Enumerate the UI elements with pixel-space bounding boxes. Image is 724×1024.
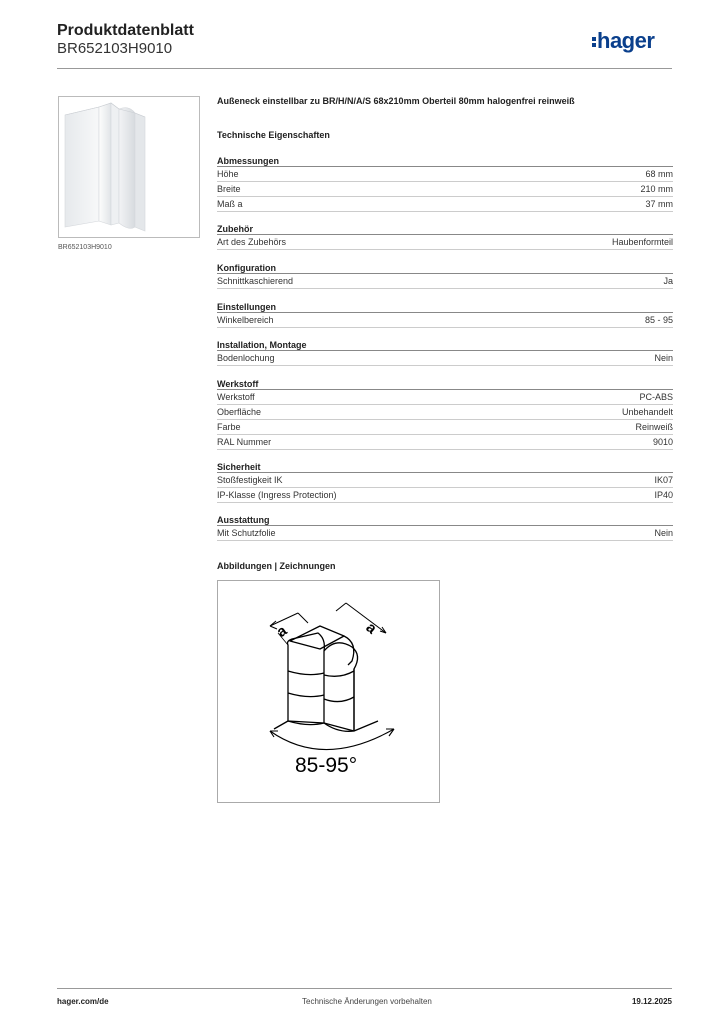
row-label: RAL Nummer bbox=[217, 437, 272, 447]
row-value: Unbehandelt bbox=[621, 407, 673, 417]
table-row bbox=[217, 420, 673, 435]
table-row bbox=[217, 235, 673, 250]
row-label: Werkstoff bbox=[217, 392, 255, 402]
table-row bbox=[217, 197, 673, 212]
product-description: Außeneck einstellbar zu BR/H/N/A/S 68x210mm Oberteil 80mm halogenfrei reinweiß bbox=[217, 96, 575, 106]
row-value: 68 mm bbox=[645, 169, 673, 179]
table-row bbox=[217, 526, 673, 541]
header-divider bbox=[57, 68, 672, 69]
footer-date: 19.12.2025 bbox=[631, 997, 672, 1006]
table-row bbox=[217, 488, 673, 503]
drawings-heading: Abbildungen | Zeichnungen bbox=[217, 561, 336, 571]
row-label: IP-Klasse (Ingress Protection) bbox=[217, 490, 337, 500]
row-label: Höhe bbox=[217, 169, 239, 179]
row-label: Farbe bbox=[217, 422, 241, 432]
technical-drawing bbox=[217, 580, 440, 803]
technical-properties-heading: Technische Eigenschaften bbox=[217, 130, 330, 140]
table-row bbox=[217, 405, 673, 420]
table-row bbox=[217, 167, 673, 182]
angle-range-label: 85-95° bbox=[295, 754, 358, 777]
footer-notice: Technische Änderungen vorbehalten bbox=[302, 997, 432, 1006]
row-label: Bodenlochung bbox=[217, 353, 275, 363]
section-werkstoff bbox=[217, 378, 673, 450]
row-value: Nein bbox=[654, 353, 673, 363]
row-value: IP40 bbox=[654, 490, 673, 500]
table-row bbox=[217, 351, 673, 366]
table-row bbox=[217, 274, 673, 289]
logo-dots-icon bbox=[592, 35, 596, 49]
table-row bbox=[217, 182, 673, 197]
section-title: Ausstattung bbox=[217, 514, 673, 526]
section-zubehoer bbox=[217, 223, 673, 250]
row-label: Breite bbox=[217, 184, 241, 194]
row-value: 9010 bbox=[652, 437, 673, 447]
table-row bbox=[217, 313, 673, 328]
logo-text: hager bbox=[597, 28, 655, 53]
section-title: Installation, Montage bbox=[217, 339, 673, 351]
dimension-a-left: a bbox=[273, 622, 291, 641]
row-label: Schnittkaschierend bbox=[217, 276, 294, 286]
table-row bbox=[217, 390, 673, 405]
article-number: BR652103H9010 bbox=[57, 40, 173, 57]
dimension-a-right: a bbox=[362, 619, 380, 638]
footer-divider bbox=[57, 988, 672, 989]
row-value: Reinweiß bbox=[635, 422, 673, 432]
footer-website[interactable]: hager.com/de bbox=[57, 997, 109, 1006]
product-photo-caption: BR652103H9010 bbox=[58, 244, 112, 251]
table-row bbox=[217, 435, 673, 450]
section-title: Einstellungen bbox=[217, 301, 673, 313]
row-value: Nein bbox=[654, 528, 673, 538]
row-value: 210 mm bbox=[640, 184, 673, 194]
row-label: Oberfläche bbox=[217, 407, 262, 417]
row-value: IK07 bbox=[654, 475, 673, 485]
row-value: Haubenformteil bbox=[611, 237, 673, 247]
row-label: Winkelbereich bbox=[217, 315, 274, 325]
section-installation bbox=[217, 339, 673, 366]
section-abmessungen bbox=[217, 155, 673, 212]
product-photo bbox=[58, 96, 200, 238]
section-title: Werkstoff bbox=[217, 378, 673, 390]
row-label: Mit Schutzfolie bbox=[217, 528, 276, 538]
section-title: Abmessungen bbox=[217, 155, 673, 167]
section-title: Konfiguration bbox=[217, 262, 673, 274]
row-value: Ja bbox=[663, 276, 673, 286]
corner-drawing bbox=[218, 581, 439, 802]
section-title: Zubehör bbox=[217, 223, 673, 235]
row-value: 85 - 95 bbox=[644, 315, 673, 325]
page-title: Produktdatenblatt bbox=[57, 22, 194, 39]
product-photo-image bbox=[59, 97, 199, 237]
row-label: Stoßfestigkeit IK bbox=[217, 475, 283, 485]
section-einstellungen bbox=[217, 301, 673, 328]
row-value: PC-ABS bbox=[639, 392, 673, 402]
row-label: Maß a bbox=[217, 199, 243, 209]
section-title: Sicherheit bbox=[217, 461, 673, 473]
row-value: 37 mm bbox=[645, 199, 673, 209]
section-sicherheit bbox=[217, 461, 673, 503]
section-ausstattung bbox=[217, 514, 673, 541]
table-row bbox=[217, 473, 673, 488]
section-konfiguration bbox=[217, 262, 673, 289]
row-label: Art des Zubehörs bbox=[217, 237, 287, 247]
hager-logo bbox=[592, 28, 654, 54]
